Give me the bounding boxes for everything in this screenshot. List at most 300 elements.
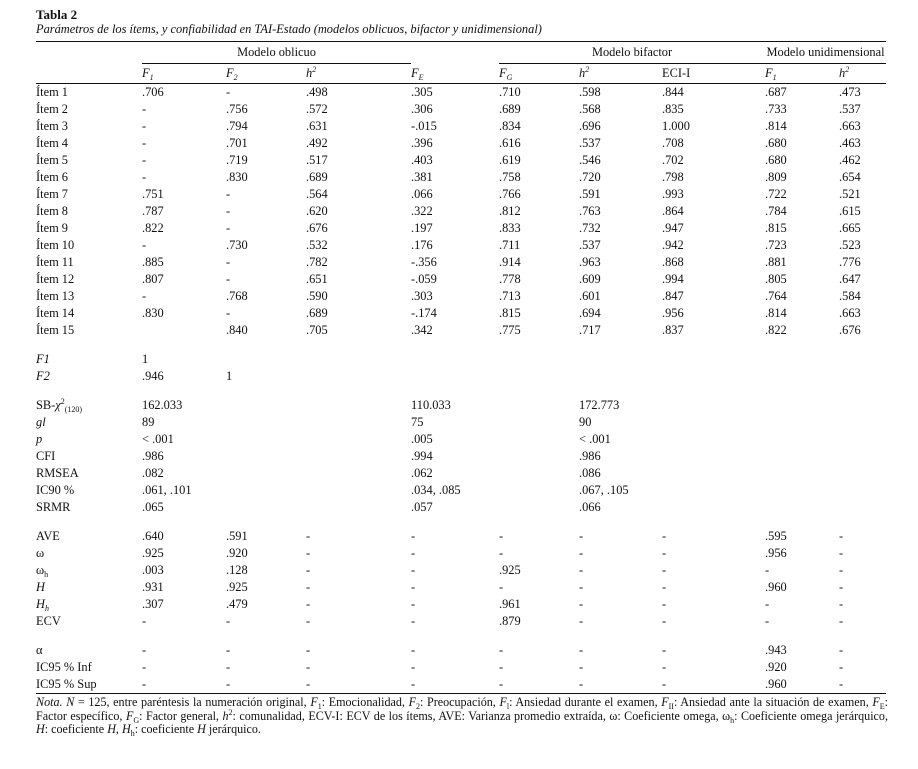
table-cell: 90 bbox=[579, 415, 592, 429]
table-cell: .963 bbox=[579, 255, 601, 269]
table-cell: .758 bbox=[499, 170, 521, 184]
table-cell: .564 bbox=[306, 187, 328, 201]
table-cell bbox=[306, 351, 411, 368]
table-cell bbox=[839, 414, 886, 431]
table-cell: .776 bbox=[839, 255, 861, 269]
table-cell: - bbox=[306, 580, 311, 594]
table-cell: .595 bbox=[765, 529, 787, 543]
table-cell: - bbox=[306, 660, 311, 674]
table-cell: .881 bbox=[765, 255, 787, 269]
table-cell: .960 bbox=[765, 580, 787, 594]
table-cell: .717 bbox=[579, 323, 601, 337]
col-fg: $F_G$ bbox=[499, 64, 579, 84]
table-cell: .005 bbox=[411, 432, 433, 446]
table-cell bbox=[839, 351, 886, 368]
table-row bbox=[36, 642, 886, 659]
table-cell: - bbox=[662, 597, 667, 611]
table-cell: .812 bbox=[499, 204, 521, 218]
table-cell: - bbox=[839, 529, 844, 543]
table-cell bbox=[499, 482, 579, 499]
row-label: ω bbox=[36, 546, 45, 560]
col-f1-uni: $F_1$ bbox=[765, 64, 839, 84]
table-cell bbox=[662, 448, 765, 465]
table-cell bbox=[579, 368, 662, 385]
table-row bbox=[36, 118, 886, 135]
table-cell: .720 bbox=[579, 170, 601, 184]
table-cell bbox=[839, 482, 886, 499]
row-label: AVE bbox=[36, 529, 60, 543]
table-cell: - bbox=[226, 221, 231, 235]
table-cell: .986 bbox=[579, 449, 601, 463]
table-cell: .462 bbox=[839, 153, 861, 167]
section-gap bbox=[36, 385, 886, 397]
col-eci: ECI-I bbox=[662, 64, 765, 84]
table-cell: .616 bbox=[499, 136, 521, 150]
table-cell: .844 bbox=[662, 85, 684, 99]
table-cell: 162.033 bbox=[142, 398, 183, 412]
table-cell: .523 bbox=[839, 238, 861, 252]
table-cell: .946 bbox=[142, 369, 164, 383]
table-row bbox=[36, 254, 886, 271]
table-cell: .403 bbox=[411, 153, 433, 167]
table-row bbox=[36, 397, 886, 414]
col-h2-bifactor: $h^2$ bbox=[579, 64, 662, 84]
table-cell bbox=[662, 351, 765, 368]
table-cell: .676 bbox=[306, 221, 328, 235]
table-cell: .067, .105 bbox=[579, 483, 629, 497]
group-oblicuo: Modelo oblicuo bbox=[142, 42, 411, 64]
table-cell bbox=[306, 397, 411, 414]
table-cell: - bbox=[306, 614, 311, 628]
table-cell: .815 bbox=[499, 306, 521, 320]
table-row bbox=[36, 676, 886, 694]
table-cell: .868 bbox=[662, 255, 684, 269]
row-label: Ítem 10 bbox=[36, 238, 75, 252]
table-cell: .689 bbox=[306, 306, 328, 320]
table-cell: 110.033 bbox=[411, 398, 451, 412]
table-cell: - bbox=[579, 614, 584, 628]
row-label: IC90 % bbox=[36, 483, 75, 497]
table-row bbox=[36, 271, 886, 288]
row-label: Ítem 7 bbox=[36, 187, 68, 201]
table-cell: .834 bbox=[499, 119, 521, 133]
table-cell: .925 bbox=[142, 546, 164, 560]
table-cell: - bbox=[306, 563, 311, 577]
table-cell: .956 bbox=[662, 306, 684, 320]
table-cell: - bbox=[579, 597, 584, 611]
table-cell: .591 bbox=[226, 529, 248, 543]
table-cell: - bbox=[226, 255, 231, 269]
row-label: $H_h$ bbox=[36, 597, 49, 613]
row-label: Ítem 11 bbox=[36, 255, 74, 269]
table-row bbox=[36, 596, 886, 613]
table-cell: .303 bbox=[411, 289, 433, 303]
row-label: Ítem 8 bbox=[36, 204, 68, 218]
table-cell: - bbox=[142, 614, 147, 628]
table-cell: - bbox=[226, 643, 231, 657]
table-row bbox=[36, 414, 886, 431]
table-cell: -.059 bbox=[411, 272, 437, 286]
row-label: Ítem 4 bbox=[36, 136, 68, 150]
table-cell: .787 bbox=[142, 204, 164, 218]
table-cell bbox=[226, 414, 306, 431]
table-cell: .993 bbox=[662, 187, 684, 201]
table-cell: .663 bbox=[839, 306, 861, 320]
table-cell: - bbox=[499, 660, 504, 674]
table-cell: .833 bbox=[499, 221, 521, 235]
table-cell bbox=[765, 482, 839, 499]
table-cell: 1.000 bbox=[662, 119, 690, 133]
table-cell: < .001 bbox=[579, 432, 611, 446]
table-cell: .822 bbox=[765, 323, 787, 337]
table-row bbox=[36, 499, 886, 516]
table-row bbox=[36, 135, 886, 152]
table-cell: .925 bbox=[226, 580, 248, 594]
table-row bbox=[36, 482, 886, 499]
table-cell bbox=[411, 351, 499, 368]
table-cell bbox=[499, 499, 579, 516]
table-cell: .730 bbox=[226, 238, 248, 252]
table-cell: - bbox=[499, 643, 504, 657]
table-cell: - bbox=[662, 614, 667, 628]
table-cell: 1 bbox=[226, 369, 233, 383]
table-cell bbox=[579, 351, 662, 368]
table-cell: .798 bbox=[662, 170, 684, 184]
table-cell: - bbox=[839, 597, 844, 611]
table-row bbox=[36, 237, 886, 254]
table-cell: .814 bbox=[765, 306, 787, 320]
table-cell: .708 bbox=[662, 136, 684, 150]
table-cell: .722 bbox=[765, 187, 787, 201]
table-cell: .710 bbox=[499, 85, 521, 99]
table-cell: - bbox=[839, 546, 844, 560]
row-label: SRMR bbox=[36, 500, 71, 514]
table-label: Tabla 2 bbox=[36, 7, 78, 22]
row-label: IC95 % Sup bbox=[36, 676, 142, 694]
table-cell: - bbox=[839, 563, 844, 577]
table-cell: .689 bbox=[306, 170, 328, 184]
table-cell: - bbox=[499, 546, 504, 560]
table-cell: - bbox=[662, 643, 667, 657]
table-row bbox=[36, 659, 886, 676]
table-cell bbox=[839, 465, 886, 482]
table-cell bbox=[662, 414, 765, 431]
table-cell: - bbox=[142, 170, 147, 184]
table-cell: .837 bbox=[662, 323, 684, 337]
table-cell: - bbox=[411, 597, 416, 611]
table-cell: .830 bbox=[226, 170, 248, 184]
table-cell: - bbox=[579, 676, 662, 694]
row-label: $SB-\chi^2_{(120)}$ bbox=[36, 397, 83, 414]
table-cell: .322 bbox=[411, 204, 433, 218]
row-label: H bbox=[36, 580, 45, 594]
table-row bbox=[36, 545, 886, 562]
table-cell: .961 bbox=[499, 597, 521, 611]
table-cell: .537 bbox=[579, 136, 601, 150]
table-cell: - bbox=[411, 563, 416, 577]
table-cell: - bbox=[142, 289, 147, 303]
table-cell bbox=[306, 465, 411, 482]
table-cell: - bbox=[226, 85, 231, 99]
table-cell: .822 bbox=[142, 221, 164, 235]
table-cell: - bbox=[499, 676, 579, 694]
table-cell: .775 bbox=[499, 323, 521, 337]
table-cell: .492 bbox=[306, 136, 328, 150]
table-cell: - bbox=[306, 676, 411, 694]
table-cell bbox=[226, 351, 306, 368]
table-cell: .689 bbox=[499, 102, 521, 116]
table-cell: - bbox=[662, 676, 765, 694]
table-cell: .706 bbox=[142, 85, 164, 99]
table-cell: - bbox=[142, 119, 147, 133]
table-row bbox=[36, 203, 886, 220]
table-cell: .086 bbox=[579, 466, 601, 480]
table-cell bbox=[839, 448, 886, 465]
table-cell: .784 bbox=[765, 204, 787, 218]
row-label: Ítem 15 bbox=[36, 323, 75, 337]
table-cell: .620 bbox=[306, 204, 328, 218]
table-cell: .680 bbox=[765, 136, 787, 150]
table-cell: .764 bbox=[765, 289, 787, 303]
table-cell: - bbox=[142, 676, 226, 694]
table-cell: .705 bbox=[306, 323, 328, 337]
table-cell: .082 bbox=[142, 466, 164, 480]
table-row bbox=[36, 305, 886, 322]
table-cell: .651 bbox=[306, 272, 328, 286]
row-label: F2 bbox=[36, 369, 50, 383]
table-cell: .034, .085 bbox=[411, 483, 461, 497]
table-cell bbox=[226, 482, 306, 499]
table-cell: .809 bbox=[765, 170, 787, 184]
table-cell bbox=[306, 448, 411, 465]
table-cell: - bbox=[839, 660, 844, 674]
table-cell: - bbox=[411, 614, 416, 628]
table-cell: .572 bbox=[306, 102, 328, 116]
table-cell: - bbox=[411, 660, 416, 674]
row-label: ECV bbox=[36, 614, 61, 628]
table-cell: .956 bbox=[765, 546, 787, 560]
table-cell bbox=[765, 351, 839, 368]
table-cell bbox=[765, 397, 839, 414]
row-label: α bbox=[36, 643, 43, 657]
section-gap bbox=[36, 630, 886, 642]
table-cell: .732 bbox=[579, 221, 601, 235]
group-bifactor: Modelo bifactor bbox=[499, 42, 765, 64]
table-cell bbox=[226, 448, 306, 465]
table-cell: .920 bbox=[226, 546, 248, 560]
table-cell: .942 bbox=[662, 238, 684, 252]
table-cell bbox=[226, 431, 306, 448]
table-cell bbox=[306, 431, 411, 448]
table-cell: .065 bbox=[142, 500, 164, 514]
table-cell: .647 bbox=[839, 272, 861, 286]
table-cell bbox=[499, 397, 579, 414]
table-cell: - bbox=[499, 529, 504, 543]
table-cell: .756 bbox=[226, 102, 248, 116]
table-cell: .306 bbox=[411, 102, 433, 116]
table-cell: .640 bbox=[142, 529, 164, 543]
table-cell: .994 bbox=[662, 272, 684, 286]
table-row bbox=[36, 613, 886, 630]
table-cell: .763 bbox=[579, 204, 601, 218]
table-cell: .546 bbox=[579, 153, 601, 167]
table-cell bbox=[306, 482, 411, 499]
table-cell: - bbox=[411, 676, 499, 694]
table-cell: - bbox=[306, 529, 311, 543]
table-cell: .532 bbox=[306, 238, 328, 252]
table-cell: .463 bbox=[839, 136, 861, 150]
table-cell: .931 bbox=[142, 580, 164, 594]
table-cell: .619 bbox=[499, 153, 521, 167]
table-cell bbox=[411, 368, 499, 385]
table-cell bbox=[226, 397, 306, 414]
row-label: Ítem 3 bbox=[36, 119, 68, 133]
table-cell: .663 bbox=[839, 119, 861, 133]
table-cell bbox=[306, 414, 411, 431]
table-cell: - bbox=[765, 614, 770, 628]
table-cell: .680 bbox=[765, 153, 787, 167]
table-cell: .711 bbox=[499, 238, 521, 252]
col-h2-uni: $h^2$ bbox=[839, 64, 886, 84]
table-cell: - bbox=[411, 529, 416, 543]
table-cell: - bbox=[226, 204, 231, 218]
table-cell: < .001 bbox=[142, 432, 174, 446]
table-cell bbox=[306, 499, 411, 516]
table-cell: .723 bbox=[765, 238, 787, 252]
table-cell bbox=[306, 368, 411, 385]
table-cell bbox=[662, 397, 765, 414]
table-cell: .197 bbox=[411, 221, 433, 235]
table-cell: .994 bbox=[411, 449, 433, 463]
table-cell bbox=[226, 499, 306, 516]
table-cell: .914 bbox=[499, 255, 521, 269]
table-cell: - bbox=[226, 272, 231, 286]
table-cell: - bbox=[226, 660, 231, 674]
table-row bbox=[36, 152, 886, 169]
section-gap bbox=[36, 516, 886, 528]
table-cell: .003 bbox=[142, 563, 164, 577]
row-label: CFI bbox=[36, 449, 56, 463]
table-row bbox=[36, 288, 886, 305]
table-row bbox=[36, 186, 886, 203]
row-label: Ítem 6 bbox=[36, 170, 68, 184]
table-cell: - bbox=[142, 102, 147, 116]
table-cell: .601 bbox=[579, 289, 601, 303]
table-cell: .986 bbox=[142, 449, 164, 463]
table-cell: - bbox=[306, 643, 311, 657]
table-row bbox=[36, 431, 886, 448]
table-cell: - bbox=[765, 597, 770, 611]
table-cell: .665 bbox=[839, 221, 861, 235]
table-cell bbox=[142, 322, 226, 339]
col-f2: $F_2$ bbox=[226, 64, 306, 84]
table-cell bbox=[499, 368, 579, 385]
table-cell: - bbox=[142, 153, 147, 167]
table-cell: 172.773 bbox=[579, 398, 620, 412]
table-cell: .342 bbox=[411, 323, 433, 337]
table-cell: .702 bbox=[662, 153, 684, 167]
table-cell: .061, .101 bbox=[142, 483, 192, 497]
table-cell: - bbox=[142, 660, 147, 674]
table-body bbox=[36, 84, 886, 694]
table-cell bbox=[662, 499, 765, 516]
row-label: gl bbox=[36, 415, 46, 429]
row-label: p bbox=[36, 432, 43, 446]
table-cell: - bbox=[226, 306, 231, 320]
table-cell: - bbox=[765, 563, 770, 577]
table-cell: .591 bbox=[579, 187, 601, 201]
table-cell: .925 bbox=[499, 563, 521, 577]
table-cell: .381 bbox=[411, 170, 433, 184]
table-cell: .782 bbox=[306, 255, 328, 269]
table-cell: - bbox=[662, 660, 667, 674]
table-cell: - bbox=[579, 546, 584, 560]
group-unidimensional: Modelo unidimensional bbox=[765, 42, 886, 64]
table-cell: - bbox=[142, 136, 147, 150]
table-cell: .568 bbox=[579, 102, 601, 116]
row-label: Ítem 12 bbox=[36, 272, 75, 286]
col-h2: $h^2$ bbox=[306, 64, 411, 84]
row-label: Ítem 13 bbox=[36, 289, 75, 303]
table-cell: - bbox=[579, 563, 584, 577]
table-cell: .176 bbox=[411, 238, 433, 252]
table-cell: .778 bbox=[499, 272, 521, 286]
table-cell: .733 bbox=[765, 102, 787, 116]
table-cell: .128 bbox=[226, 563, 248, 577]
row-label: Ítem 5 bbox=[36, 153, 68, 167]
row-label: Ítem 14 bbox=[36, 306, 75, 320]
table-cell: .694 bbox=[579, 306, 601, 320]
table-cell: -.356 bbox=[411, 255, 437, 269]
table-row bbox=[36, 220, 886, 237]
col-fe: $F_E$ bbox=[411, 64, 499, 84]
table-row bbox=[36, 169, 886, 186]
table-cell: .396 bbox=[411, 136, 433, 150]
table-cell: - bbox=[579, 580, 584, 594]
table-cell: .815 bbox=[765, 221, 787, 235]
table-row bbox=[36, 368, 886, 385]
table-cell: .537 bbox=[839, 102, 861, 116]
table-cell: .537 bbox=[579, 238, 601, 252]
table-cell bbox=[499, 465, 579, 482]
table-cell: .609 bbox=[579, 272, 601, 286]
table-cell: .062 bbox=[411, 466, 433, 480]
table-cell: .654 bbox=[839, 170, 861, 184]
table-cell bbox=[765, 414, 839, 431]
table-cell bbox=[839, 397, 886, 414]
table-cell: .305 bbox=[411, 85, 433, 99]
table-cell: - bbox=[411, 546, 416, 560]
row-label: IC95 % Inf bbox=[36, 660, 92, 674]
table-cell: .947 bbox=[662, 221, 684, 235]
table-cell: .584 bbox=[839, 289, 861, 303]
table-cell: .840 bbox=[226, 323, 248, 337]
table-cell: - bbox=[662, 546, 667, 560]
table-cell bbox=[499, 414, 579, 431]
col-f1: $F_1$ bbox=[142, 64, 226, 84]
table-cell: .864 bbox=[662, 204, 684, 218]
table-note: Nota. N = 125, entre paréntesis la numeración original, $F_1$: Emocionalidad, $F_2$: Preocupación, $F_l$: Ansiedad durante el examen, $F_{II}$: Ansiedad ante la situación de examen, $F_E$: Factor específico, $F_G$: Factor general, $h^2$: comunalidad, ECV-I: ECV de los ítems, AVE: Varianza promedio extraída, ω: Coeficiente omega, $\omega_h$: Coeficiente omega jerárquico, H: coeficiente H, $H_h$: coeficiente H jerárquico. bbox=[36, 695, 889, 739]
table-cell: - bbox=[839, 614, 844, 628]
table-cell: .719 bbox=[226, 153, 248, 167]
table-cell: - bbox=[839, 676, 886, 694]
table-cell bbox=[765, 448, 839, 465]
table-cell: - bbox=[226, 676, 306, 694]
table-cell: - bbox=[306, 597, 311, 611]
table-cell bbox=[499, 431, 579, 448]
table-cell: - bbox=[662, 529, 667, 543]
table-cell bbox=[839, 431, 886, 448]
